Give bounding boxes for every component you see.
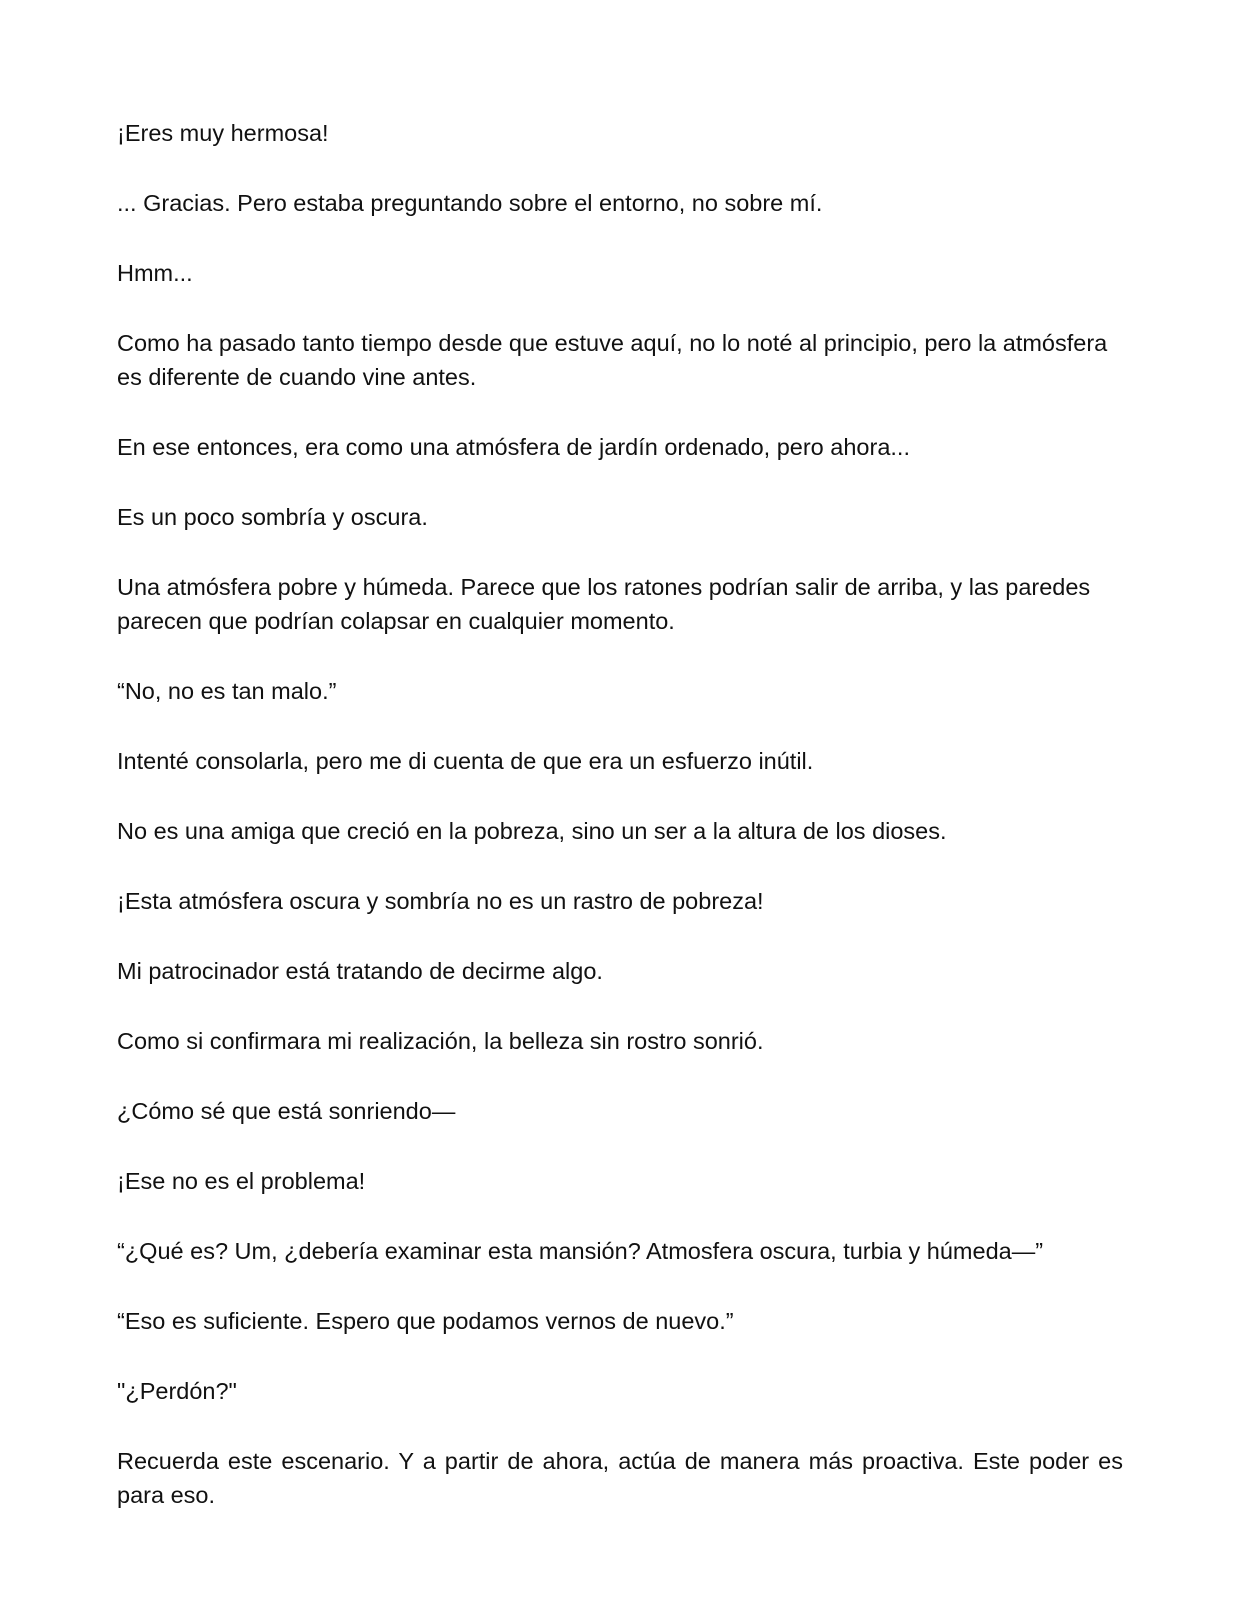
paragraph-9: Intenté consolarla, pero me di cuenta de que era un esfuerzo inútil. [117, 748, 814, 774]
paragraph-4: Como ha pasado tanto tiempo desde que estuve aquí, no lo noté al principio, pero la atmósfera es diferente de cuando vine antes. [117, 330, 1108, 390]
paragraph-3: Hmm... [117, 260, 193, 286]
paragraph-1: ¡Eres muy hermosa! [117, 120, 329, 146]
paragraph-2: ... Gracias. Pero estaba preguntando sobre el entorno, no sobre mí. [117, 190, 823, 216]
paragraph-7: Una atmósfera pobre y húmeda. Parece que los ratones podrían salir de arriba, y las paredes parecen que podrían colapsar en cualquier momento. [117, 574, 1091, 634]
paragraph-6: Es un poco sombría y oscura. [117, 504, 428, 530]
paragraph-15: ¡Ese no es el problema! [117, 1168, 366, 1194]
paragraph-12: Mi patrocinador está tratando de decirme algo. [117, 958, 603, 984]
document-page [117, 116, 1123, 1548]
paragraph-8: “No, no es tan malo.” [117, 678, 337, 704]
paragraph-17: “Eso es suficiente. Espero que podamos vernos de nuevo.” [117, 1308, 734, 1334]
paragraph-11: ¡Esta atmósfera oscura y sombría no es un rastro de pobreza! [117, 888, 764, 914]
paragraph-16: “¿Qué es? Um, ¿debería examinar esta mansión? Atmosfera oscura, turbia y húmeda—” [117, 1238, 1044, 1264]
paragraph-19: Recuerda este escenario. Y a partir de ahora, actúa de manera más proactiva. Este poder es para eso. [117, 1448, 1123, 1508]
paragraph-5: En ese entonces, era como una atmósfera de jardín ordenado, pero ahora... [117, 434, 910, 460]
paragraph-13: Como si confirmara mi realización, la belleza sin rostro sonrió. [117, 1028, 764, 1054]
paragraph-14: ¿Cómo sé que está sonriendo— [117, 1098, 456, 1124]
paragraph-18: "¿Perdón?" [117, 1378, 237, 1404]
paragraph-10: No es una amiga que creció en la pobreza, sino un ser a la altura de los dioses. [117, 818, 947, 844]
